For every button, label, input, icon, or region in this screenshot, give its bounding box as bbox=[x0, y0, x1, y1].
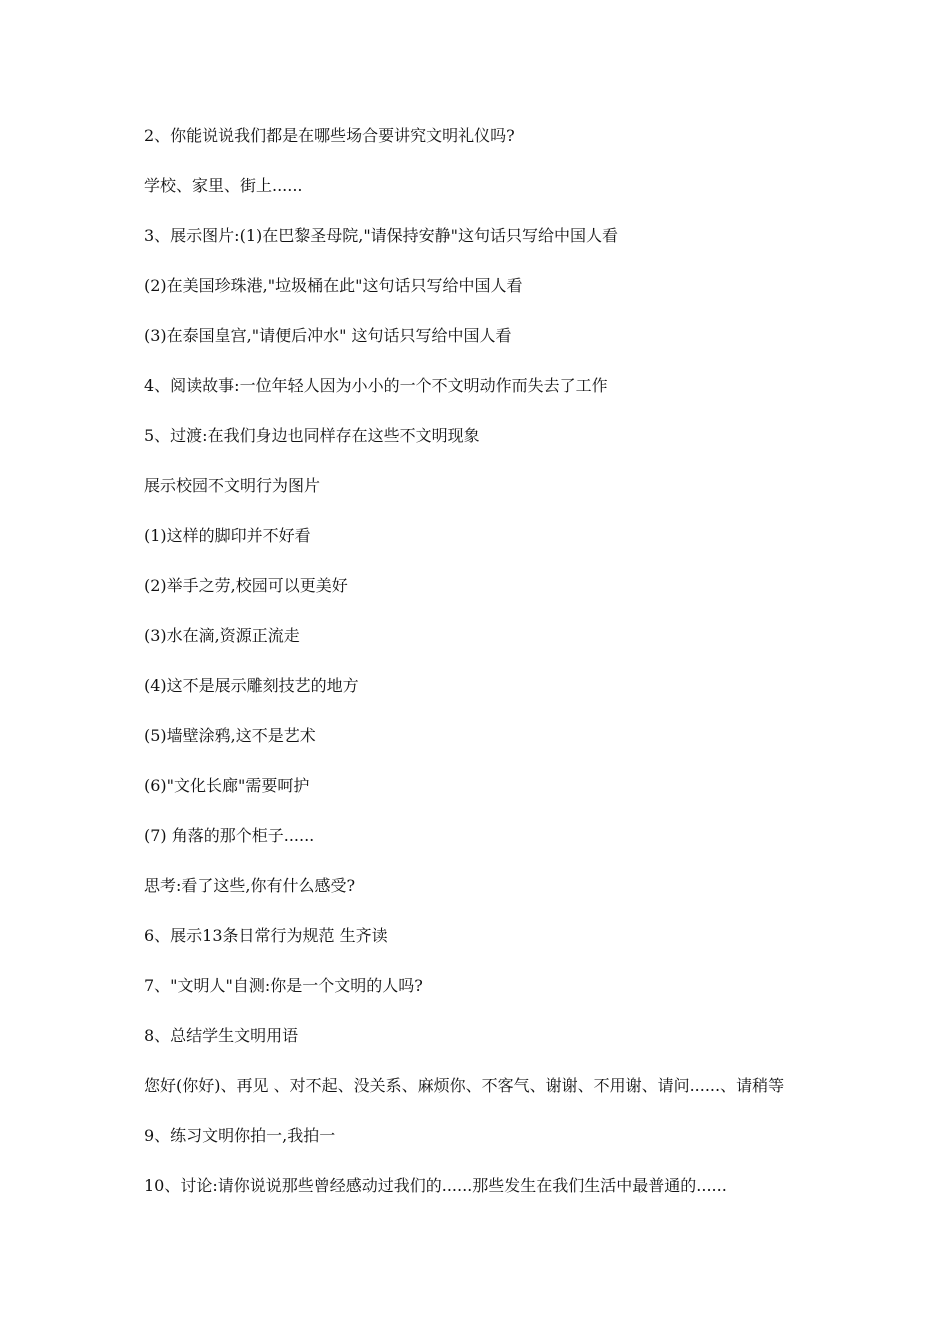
text-line: 您好(你好)、再见 、对不起、没关系、麻烦你、不客气、谢谢、不用谢、请问......、请稍等 bbox=[144, 1076, 785, 1095]
text-line: (4)这不是展示雕刻技艺的地方 bbox=[144, 676, 359, 695]
text-line: 7、"文明人"自测:你是一个文明的人吗? bbox=[144, 976, 423, 995]
text-line: 学校、家里、街上...... bbox=[144, 176, 303, 195]
text-line: (5)墙壁涂鸦,这不是艺术 bbox=[144, 726, 316, 745]
text-line: (1)这样的脚印并不好看 bbox=[144, 526, 311, 545]
text-line: 展示校园不文明行为图片 bbox=[144, 476, 321, 495]
text-line: (2)举手之劳,校园可以更美好 bbox=[144, 576, 348, 595]
text-line: 思考:看了这些,你有什么感受? bbox=[144, 876, 356, 895]
text-line: 10、讨论:请你说说那些曾经感动过我们的......那些发生在我们生活中最普通的...... bbox=[144, 1176, 727, 1195]
text-line: (7) 角落的那个柜子...... bbox=[144, 826, 315, 845]
document-body bbox=[144, 126, 820, 1226]
text-line: 8、总结学生文明用语 bbox=[144, 1026, 299, 1045]
text-line: 4、阅读故事:一位年轻人因为小小的一个不文明动作而失去了工作 bbox=[144, 376, 608, 395]
text-line: 6、展示13条日常行为规范 生齐读 bbox=[144, 926, 388, 945]
text-line: 9、练习文明你拍一,我拍一 bbox=[144, 1126, 336, 1145]
text-line: (3)在泰国皇宫,"请便后冲水" 这句话只写给中国人看 bbox=[144, 326, 512, 345]
text-line: (6)"文化长廊"需要呵护 bbox=[144, 776, 310, 795]
text-line: (3)水在滴,资源正流走 bbox=[144, 626, 300, 645]
text-line: (2)在美国珍珠港,"垃圾桶在此"这句话只写给中国人看 bbox=[144, 276, 523, 295]
text-line: 2、你能说说我们都是在哪些场合要讲究文明礼仪吗? bbox=[144, 126, 515, 145]
text-line: 3、展示图片:(1)在巴黎圣母院,"请保持安静"这句话只写给中国人看 bbox=[144, 226, 619, 245]
text-line: 5、过渡:在我们身边也同样存在这些不文明现象 bbox=[144, 426, 480, 445]
